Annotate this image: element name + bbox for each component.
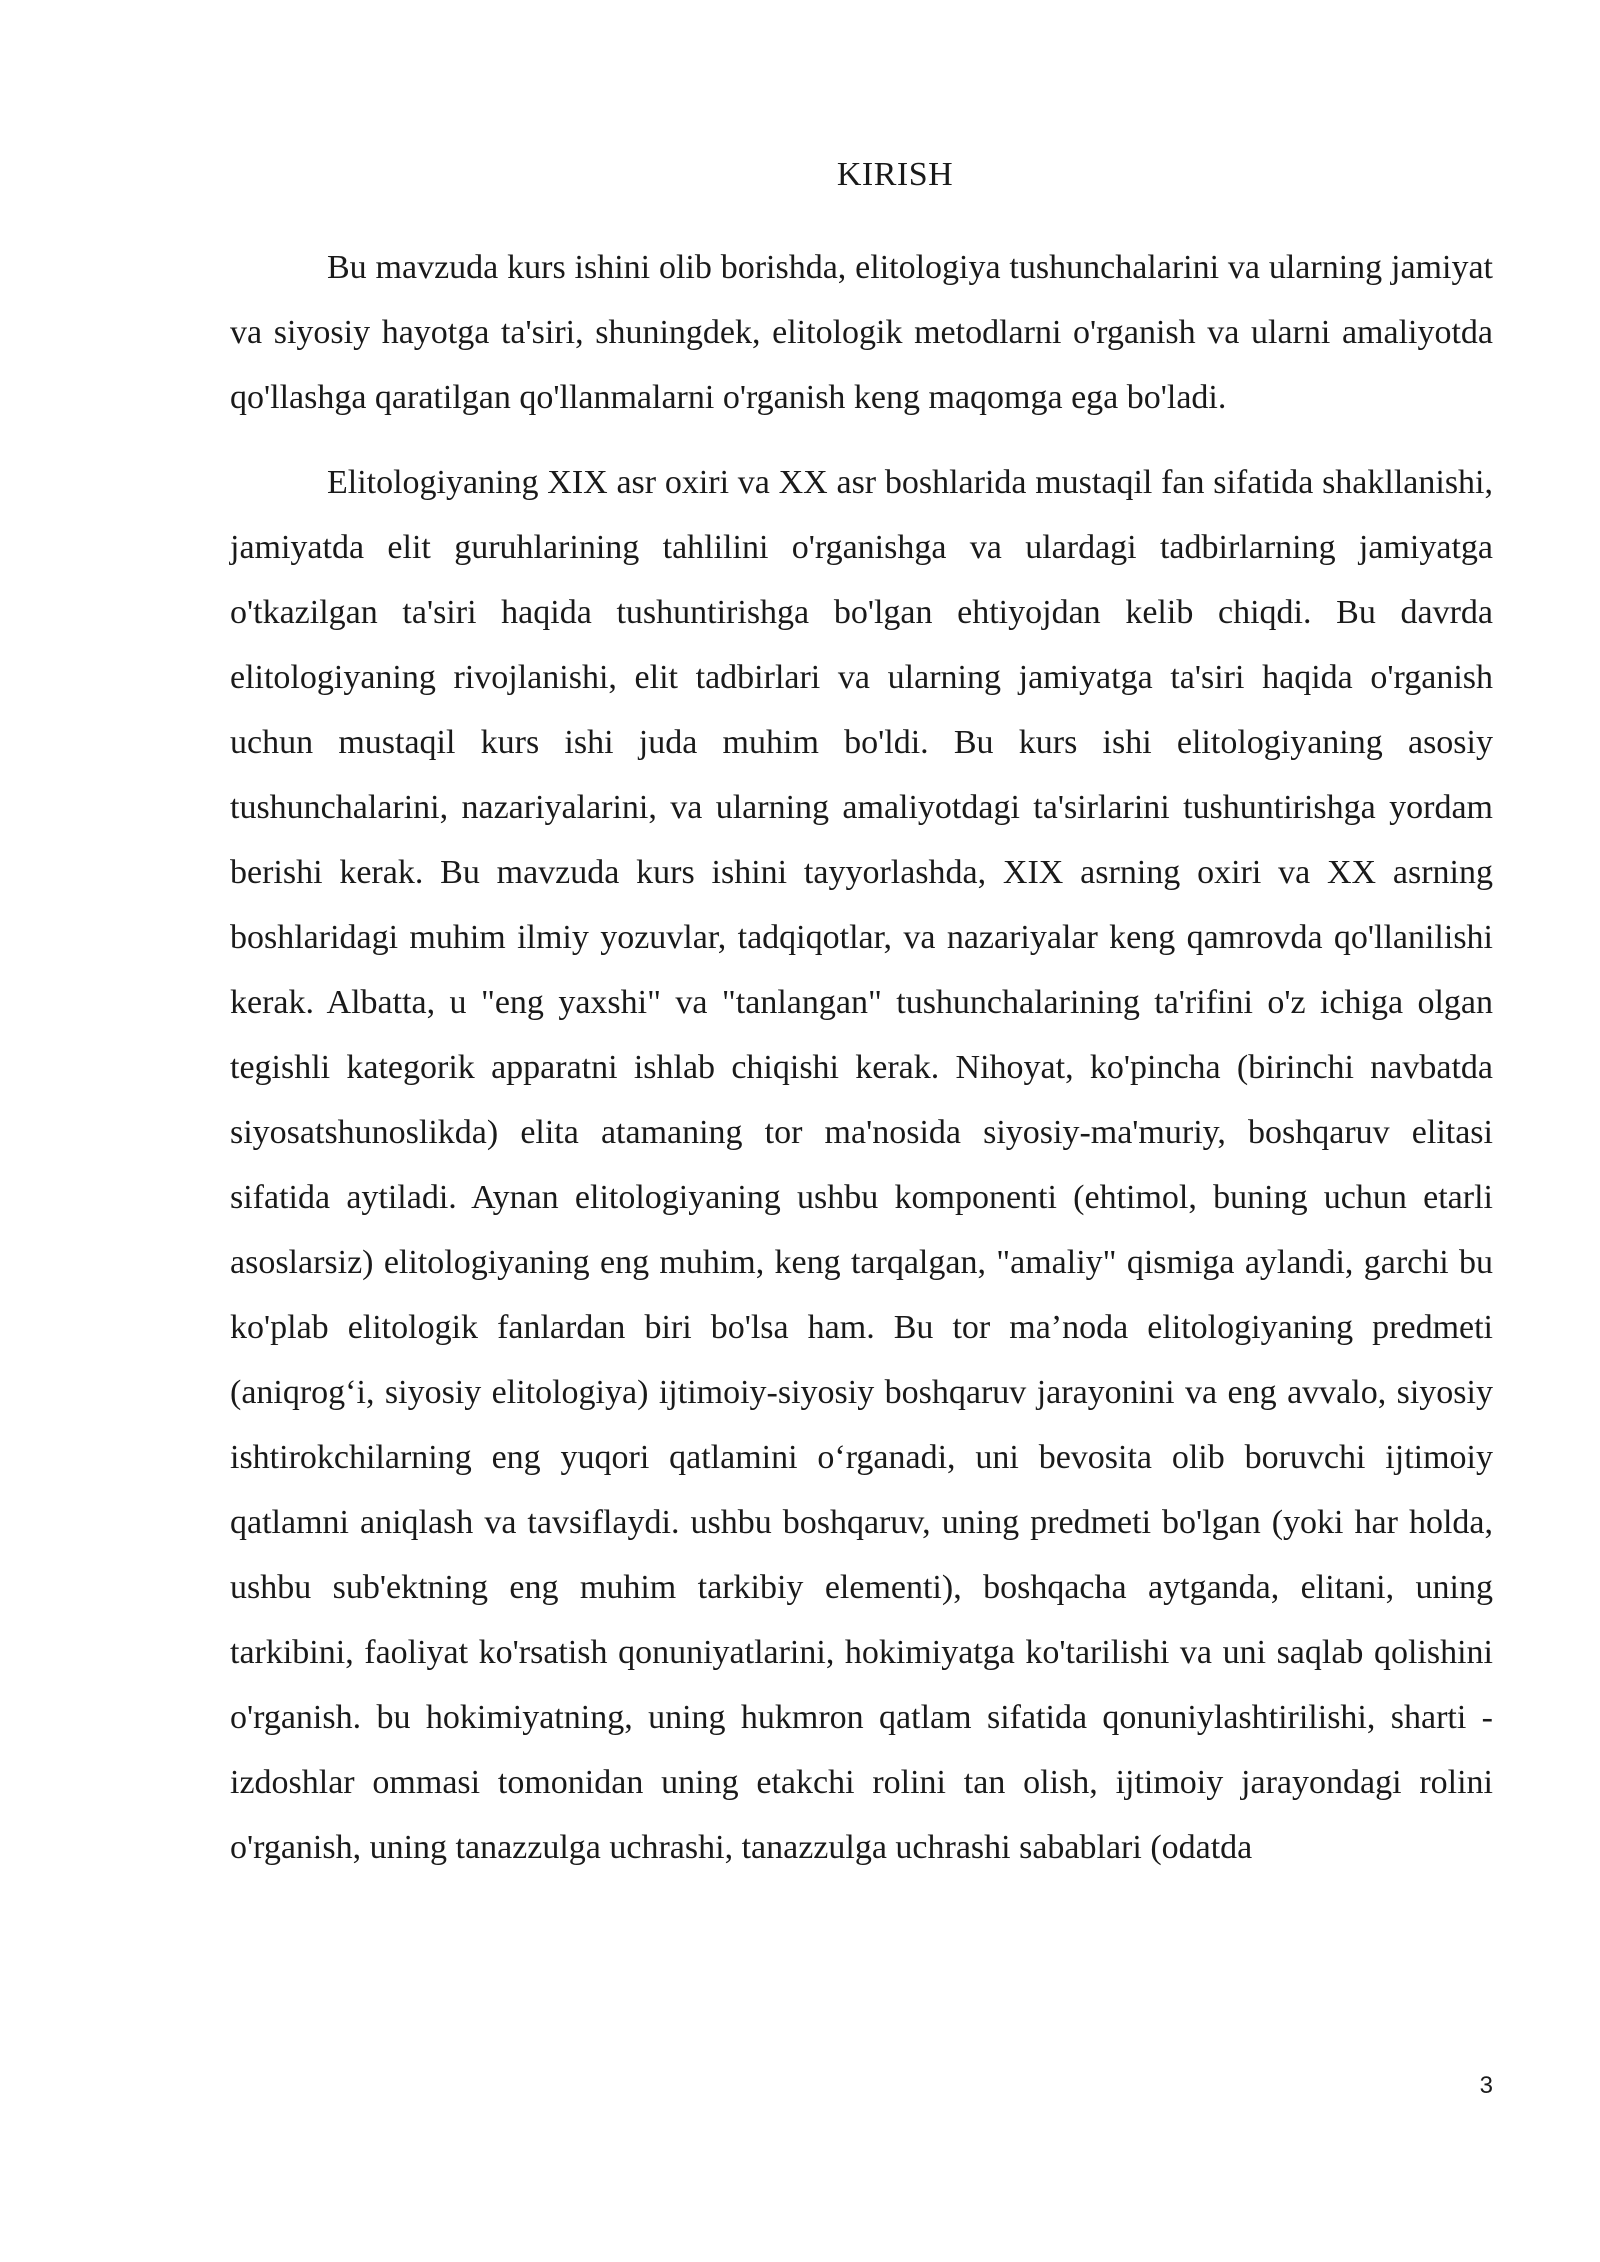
document-title: KIRISH	[836, 156, 954, 193]
page-number: 3	[1479, 2072, 1493, 2099]
paragraph-intro: Bu mavzuda kurs ishini olib borishda, elitologiya tushunchalarini va ularning jamiyat va siyosiy hayotga ta'siri, shuningdek, elitologik metodlarni o'rganish va ularni amaliyotda qo'llashga qaratilgan qo'llanmalarni o'rganish keng maqomga ega bo'ladi.	[230, 249, 1493, 416]
paragraph-elitology-history: Elitologiyaning XIX asr oxiri va XX asr boshlarida mustaqil fan sifatida shakllanishi, jamiyatda elit guruhlarining tahlilini o'rganishga va ulardagi tadbirlarning jamiyatga o'tkazilgan ta'siri haqida tushuntirishga bo'lgan ehtiyojdan kelib chiqdi. Bu davrda elitologiyaning rivojlanishi, elit tadbirlari va ularning jamiyatga ta'siri haqida o'rganish uchun mustaqil kurs ishi juda muhim bo'ldi. Bu kurs ishi elitologiyaning asosiy tushunchalarini, nazariyalarini, va ularning amaliyotdagi ta'sirlarini tushuntirishga yordam berishi kerak. Bu mavzuda kurs ishini tayyorlashda, XIX asrning oxiri va XX asrning boshlaridagi muhim ilmiy yozuvlar, tadqiqotlar, va nazariyalar keng qamrovda qo'llanilishi kerak. Albatta, u "eng yaxshi" va "tanlangan" tushunchalarining ta'rifini o'z ichiga olgan tegishli kategorik apparatni ishlab chiqishi kerak. Nihoyat, ko'pincha (birinchi navbatda siyosatshunoslikda) elita atamaning tor ma'nosida siyosiy-ma'muriy, boshqaruv elitasi sifatida aytiladi. Aynan elitologiyaning ushbu komponenti (ehtimol, buning uchun etarli asoslarsiz) elitologiyaning eng muhim, keng tarqalgan, "amaliy" qismiga aylandi, garchi bu ko'plab elitologik fanlardan biri bo'lsa ham. Bu tor ma’noda elitologiyaning predmeti (aniqrog‘i, siyosiy elitologiya) ijtimoiy-siyosiy boshqaruv jarayonini va eng avvalo, siyosiy ishtirokchilarning eng yuqori qatlamini o‘rganadi, uni bevosita olib boruvchi ijtimoiy qatlamni aniqlash va tavsiflaydi. ushbu boshqaruv, uning predmeti bo'lgan (yoki har holda, ushbu sub'ektning eng muhim tarkibiy elementi), boshqacha aytganda, elitani, uning tarkibini, faoliyat ko'rsatish qonuniyatlarini, hokimiyatga ko'tarilishi va uni saqlab qolishini o'rganish. bu hokimiyatning, uning hukmron qatlam sifatida qonuniylashtirilishi, sharti - izdoshlar ommasi tomonidan uning etakchi rolini tan olish, ijtimoiy jarayondagi rolini o'rganish, uning tanazzulga uchrashi, tanazzulga uchrashi sabablari (odatda	[230, 464, 1493, 1866]
document-body	[230, 235, 1493, 1880]
